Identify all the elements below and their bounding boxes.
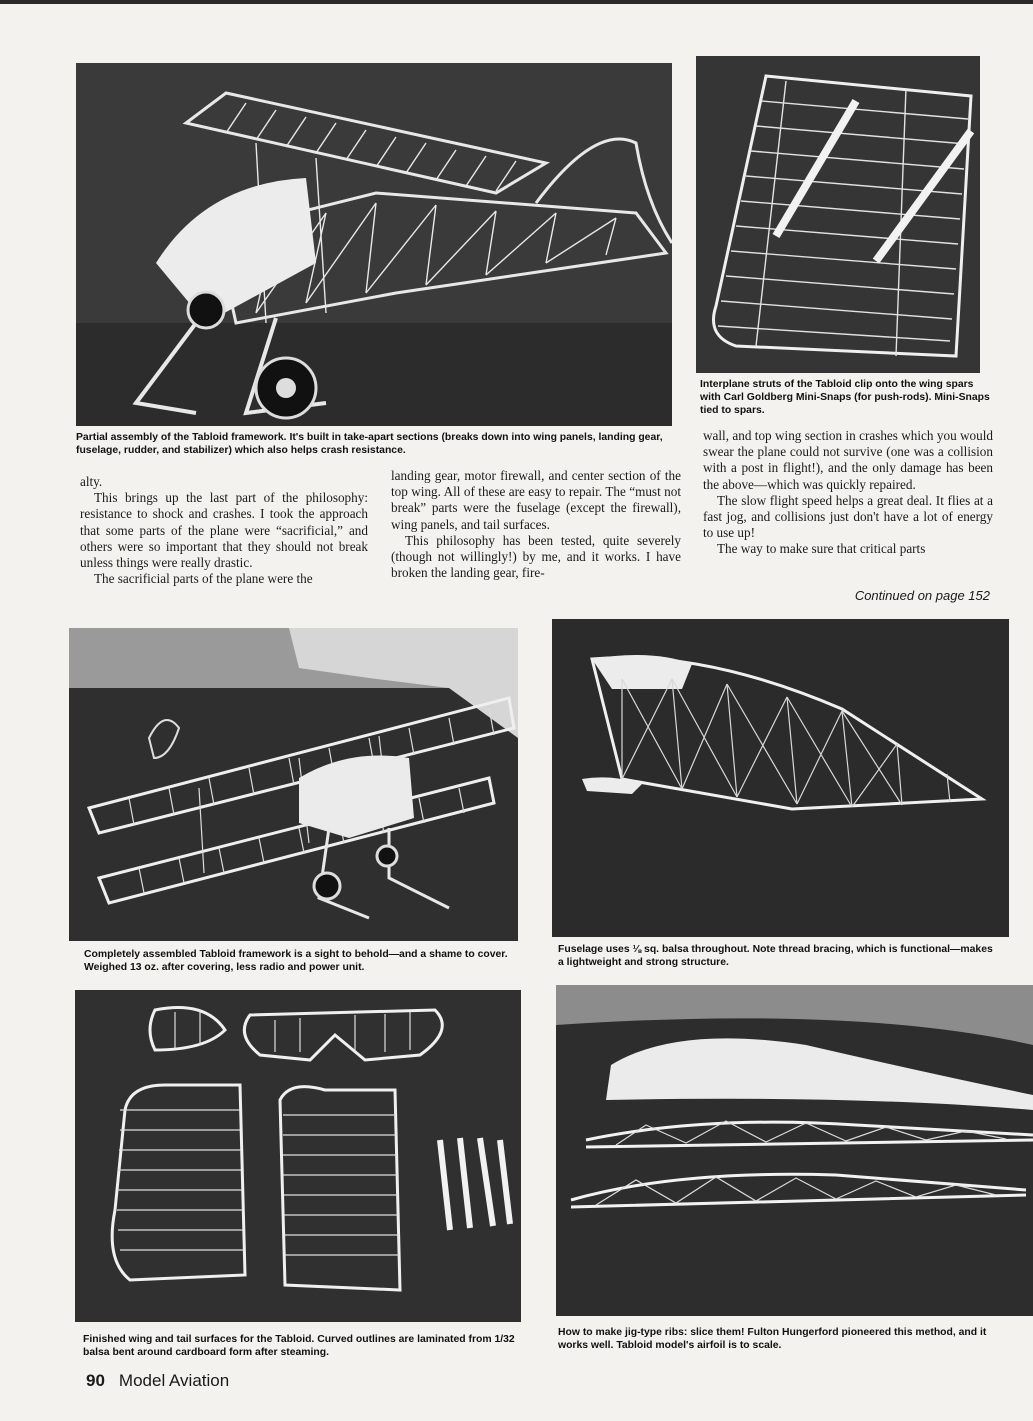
caption-wing-panel-struts: Interplane struts of the Tabloid clip onto the wing spars with Carl Goldberg Mini-Snaps (for push-rods). Mini-Snaps tied to spars. xyxy=(700,379,990,416)
continued-on-page-note: Continued on page 152 xyxy=(854,588,990,603)
article-paragraph: The way to make sure that critical parts xyxy=(717,541,926,557)
article-paragraph: This brings up the last part of the philosophy: resistance to shock and crashes. I took the approach that some parts of the plane were “sacrificial,” and others were so important that they should not break unless things were really drastic. xyxy=(80,490,368,571)
photo-wing-tail-surfaces xyxy=(75,990,521,1322)
article-column-1 xyxy=(80,474,368,587)
fuselage-framework-image xyxy=(552,619,1009,937)
caption-jig-ribs: How to make jig-type ribs: slice them! Fulton Hungerford pioneered this method, and it works well. Tabloid model's airfoil is to scale. xyxy=(558,1327,987,1351)
article-paragraph: This philosophy has been tested, quite severely (though not willingly!) by me, and it works. I have broken the landing gear, fire- xyxy=(391,532,681,581)
article-column-2 xyxy=(391,468,681,581)
caption-fuselage: Fuselage uses ⅛ sq. balsa throughout. Note thread bracing, which is functional—makes a lightweight and strong structure. xyxy=(558,944,993,968)
caption-wing-tail-surfaces: Finished wing and tail surfaces for the Tabloid. Curved outlines are laminated from 1/32 balsa bent around cardboard form after steaming. xyxy=(83,1334,515,1358)
photo-wing-panel-struts xyxy=(696,56,980,373)
article-paragraph: alty. xyxy=(80,474,103,489)
wing-panel-with-struts-image xyxy=(696,56,980,373)
complete-biplane-framework-image xyxy=(69,628,518,941)
article-paragraph: The slow flight speed helps a great deal. It flies at a fast jog, and collisions just don't have a lot of energy to use up! xyxy=(703,492,993,541)
article-column-3 xyxy=(703,428,993,558)
page-top-edge xyxy=(0,0,1033,4)
wing-and-tail-surfaces-image xyxy=(75,990,521,1322)
article-paragraph: The sacrificial parts of the plane were the xyxy=(94,571,313,587)
page-folio xyxy=(86,1371,229,1391)
biplane-partial-framework-image xyxy=(76,63,672,426)
article-paragraph: landing gear, motor firewall, and center section of the top wing. All of these are easy to repair. The “must not break” parts were the fuselage (except the firewall), wing panels, and tail surfaces. xyxy=(391,468,681,532)
photo-fuselage xyxy=(552,619,1009,937)
caption-partial-assembly: Partial assembly of the Tabloid framework. It's built in take-apart sections (breaks down into wing panels, landing gear, fuselage, rudder, and stabilizer) which also helps crash resistance. xyxy=(76,432,663,456)
jig-type-ribs-image xyxy=(556,985,1033,1316)
magazine-title: Model Aviation xyxy=(118,1371,230,1390)
caption-complete-framework: Completely assembled Tabloid framework is a sight to behold—and a shame to cover. Weighed 13 oz. after covering, less radio and power unit. xyxy=(84,949,508,973)
article-paragraph: wall, and top wing section in crashes which you would swear the plane could not survive (one was a collision with a post in flight!), and the only damage has been the above—which was quickly repaired. xyxy=(703,428,993,492)
photo-complete-framework xyxy=(69,628,518,941)
photo-partial-assembly xyxy=(76,63,672,426)
photo-jig-ribs xyxy=(556,985,1033,1316)
page-number: 90 xyxy=(86,1371,105,1390)
